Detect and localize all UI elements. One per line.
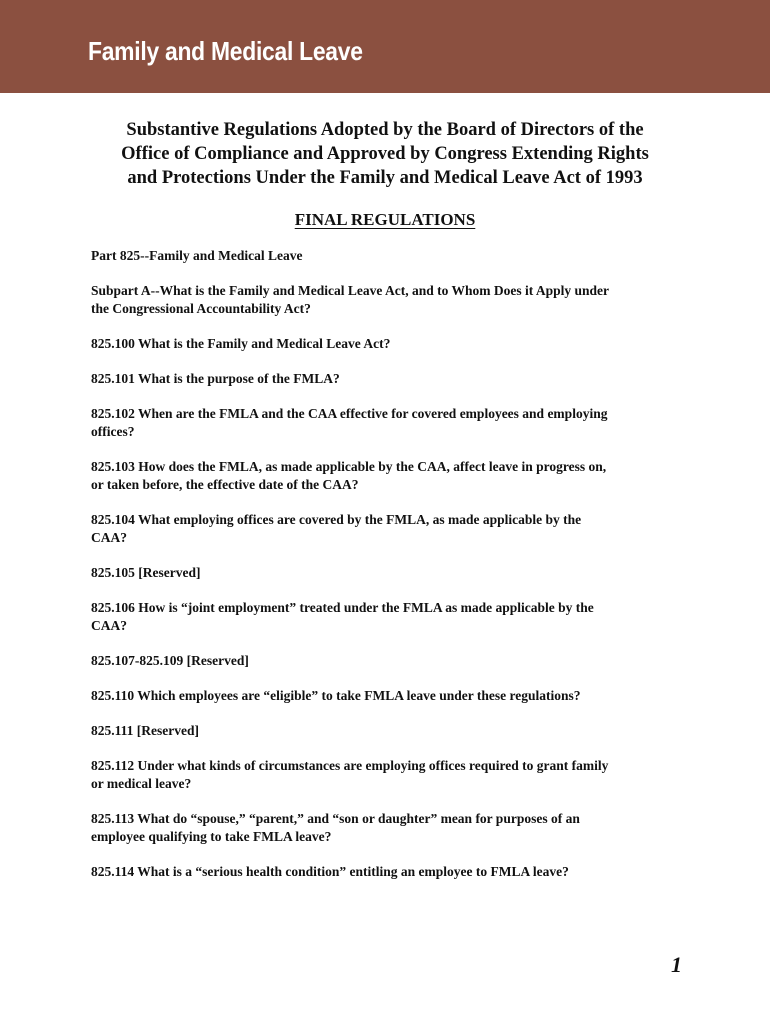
toc-entry bbox=[91, 722, 691, 740]
toc-entry-line: 825.114 What is a “serious health condition” entitling an employee to FMLA leave? bbox=[91, 864, 569, 879]
toc-entry-line: 825.103 How does the FMLA, as made applicable by the CAA, affect leave in progress on, bbox=[91, 459, 607, 474]
page-number: 1 bbox=[671, 952, 682, 977]
document-heading bbox=[80, 118, 690, 190]
toc-entry bbox=[91, 458, 691, 494]
toc-entry-line: 825.113 What do “spouse,” “parent,” and “son or daughter” mean for purposes of an bbox=[91, 811, 580, 826]
toc-entry bbox=[91, 247, 691, 265]
toc-entry-line: Subpart A--What is the Family and Medical Leave Act, and to Whom Does it Apply under bbox=[91, 283, 610, 298]
page-header-title: Family and Medical Leave bbox=[88, 36, 363, 66]
document-heading-line: and Protections Under the Family and Medical Leave Act of 1993 bbox=[127, 168, 643, 188]
table-of-contents bbox=[91, 247, 691, 898]
toc-entry-line: 825.105 [Reserved] bbox=[91, 565, 201, 580]
toc-entry bbox=[91, 863, 691, 881]
toc-entry-line: or taken before, the effective date of the CAA? bbox=[91, 477, 359, 492]
toc-entry bbox=[91, 652, 691, 670]
toc-entry-line: 825.102 When are the FMLA and the CAA effective for covered employees and employing bbox=[91, 406, 608, 421]
toc-entry-line: or medical leave? bbox=[91, 776, 192, 791]
toc-entry-line: employee qualifying to take FMLA leave? bbox=[91, 829, 332, 844]
toc-entry-line: 825.111 [Reserved] bbox=[91, 723, 199, 738]
final-regulations-heading bbox=[0, 210, 770, 230]
document-heading-line: Substantive Regulations Adopted by the Board of Directors of the bbox=[126, 120, 644, 140]
toc-entry-line: 825.107-825.109 [Reserved] bbox=[91, 653, 249, 668]
toc-entry-line: 825.104 What employing offices are covered by the FMLA, as made applicable by the bbox=[91, 512, 582, 527]
toc-entry-line: 825.110 Which employees are “eligible” to take FMLA leave under these regulations? bbox=[91, 688, 581, 703]
toc-entry-line: CAA? bbox=[91, 618, 127, 633]
toc-entry-line: Part 825--Family and Medical Leave bbox=[91, 248, 303, 263]
toc-entry bbox=[91, 599, 691, 635]
toc-entry bbox=[91, 810, 691, 846]
toc-entry-line: 825.100 What is the Family and Medical Leave Act? bbox=[91, 336, 391, 351]
document-heading-line: Office of Compliance and Approved by Congress Extending Rights bbox=[121, 144, 649, 164]
toc-entry-line: 825.112 Under what kinds of circumstances are employing offices required to grant family bbox=[91, 758, 609, 773]
toc-entry-line: CAA? bbox=[91, 530, 127, 545]
toc-entry-line: 825.101 What is the purpose of the FMLA? bbox=[91, 371, 340, 386]
toc-entry-line: the Congressional Accountability Act? bbox=[91, 301, 311, 316]
final-regulations-text: FINAL REGULATIONS bbox=[294, 210, 476, 229]
toc-entry bbox=[91, 687, 691, 705]
toc-entry-line: 825.106 How is “joint employment” treated under the FMLA as made applicable by the bbox=[91, 600, 594, 615]
toc-entry bbox=[91, 564, 691, 582]
toc-entry bbox=[91, 511, 691, 547]
toc-entry bbox=[91, 405, 691, 441]
header-band bbox=[0, 0, 770, 93]
toc-entry-line: offices? bbox=[91, 424, 135, 439]
toc-entry bbox=[91, 757, 691, 793]
toc-entry bbox=[91, 370, 691, 388]
toc-entry bbox=[91, 335, 691, 353]
toc-entry bbox=[91, 282, 691, 318]
